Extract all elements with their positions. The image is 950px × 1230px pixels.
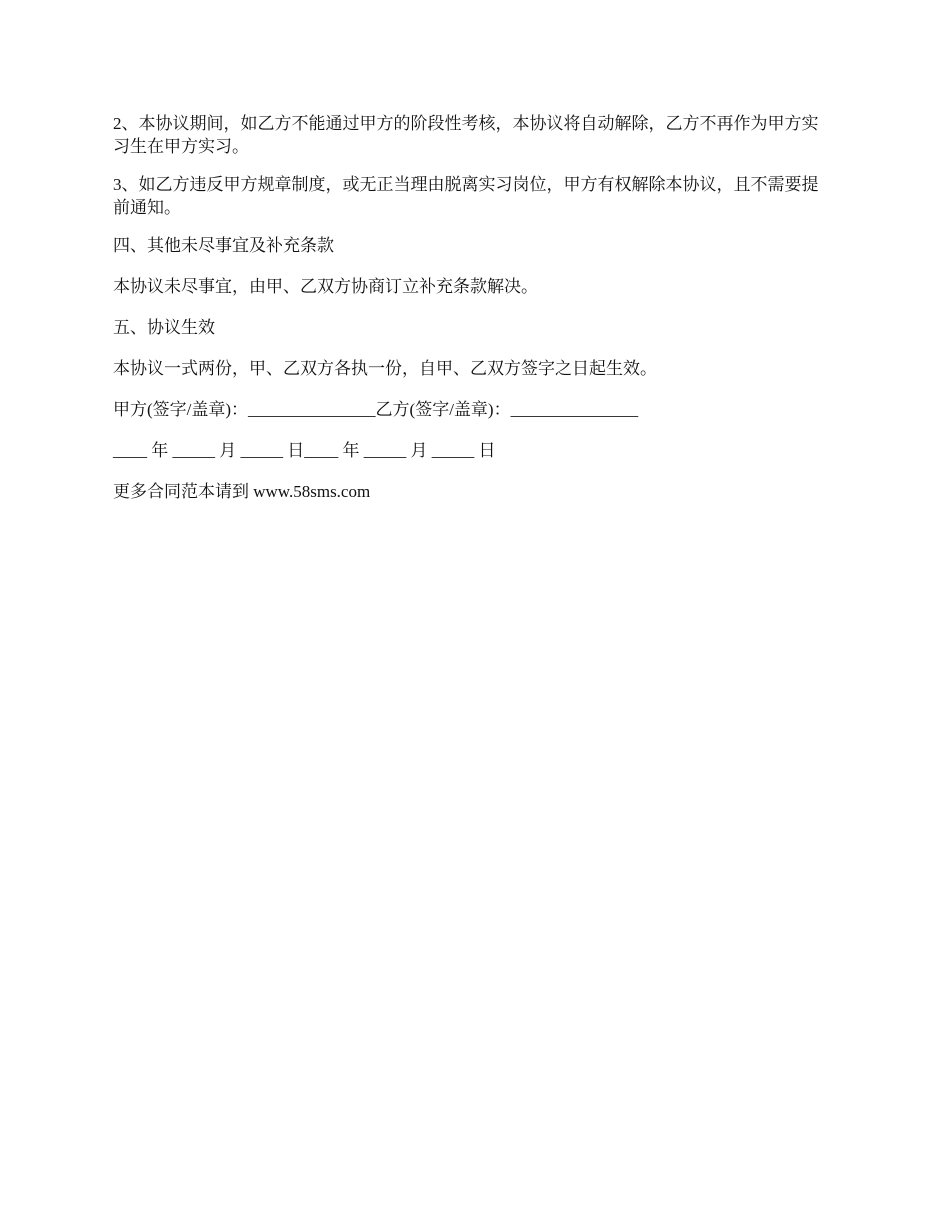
signature-line: 甲方(签字/盖章)：_______________乙方(签字/盖章)：_______________ (113, 400, 639, 419)
section-5-heading: 五、协议生效 (113, 318, 215, 337)
footer-link-text: 更多合同范本请到 www.58sms.com (113, 482, 371, 501)
clause-2-paragraph: 2、本协议期间，如乙方不能通过甲方的阶段性考核，本协议将自动解除，乙方不再作为甲方实习生在甲方实习。 (113, 114, 819, 156)
section-4-heading: 四、其他未尽事宜及补充条款 (113, 236, 334, 255)
clause-3-paragraph: 3、如乙方违反甲方规章制度，或无正当理由脱离实习岗位，甲方有权解除本协议，且不需要提前通知。 (113, 175, 819, 217)
document-page (113, 112, 833, 521)
date-line: ____ 年 _____ 月 _____ 日____ 年 _____ 月 _____ 日 (113, 441, 496, 460)
section-4-body: 本协议未尽事宜，由甲、乙双方协商订立补充条款解决。 (113, 277, 538, 296)
section-5-body: 本协议一式两份，甲、乙双方各执一份，自甲、乙双方签字之日起生效。 (113, 359, 657, 378)
